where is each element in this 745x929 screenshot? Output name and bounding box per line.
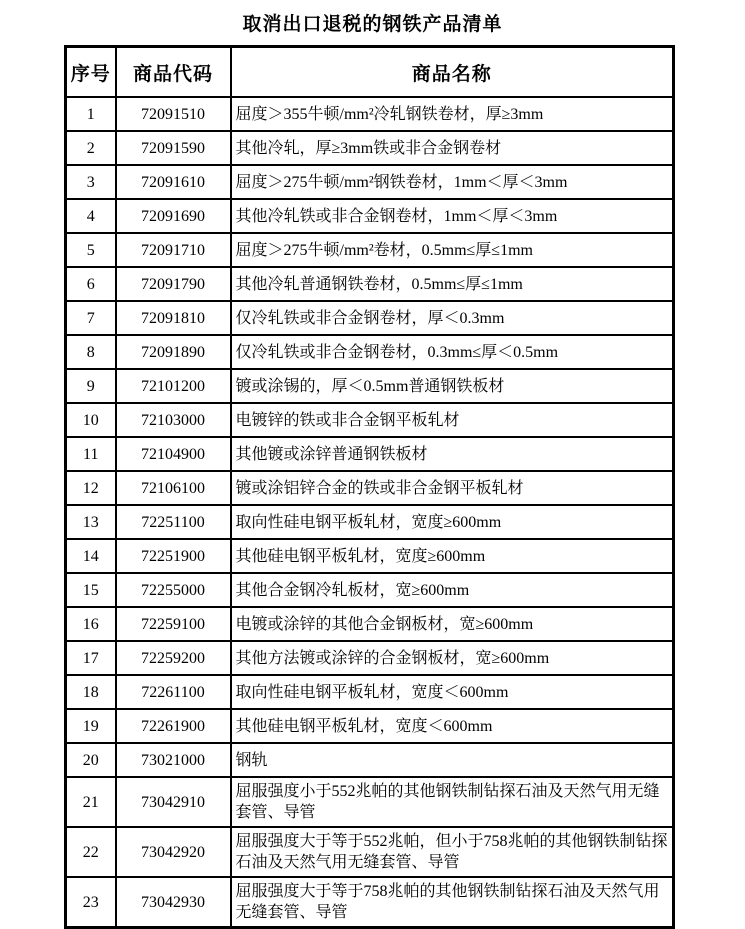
- cell-product-code: 73042930: [116, 877, 231, 928]
- cell-product-code: 72091810: [116, 301, 231, 335]
- cell-product-name: 屈服强度小于552兆帕的其他钢铁制钻探石油及天然气用无缝套管、导管: [231, 777, 674, 827]
- cell-product-name: 屈度＞355牛顿/mm²冷轧钢铁卷材，厚≥3mm: [231, 97, 674, 131]
- cell-serial-number: 22: [66, 827, 116, 877]
- table-row: [66, 369, 674, 403]
- cell-product-code: 73042910: [116, 777, 231, 827]
- cell-product-name: 电镀锌的铁或非合金钢平板轧材: [231, 403, 674, 437]
- cell-product-code: 72259200: [116, 641, 231, 675]
- cell-product-code: 72259100: [116, 607, 231, 641]
- table-row: [66, 471, 674, 505]
- cell-product-name: 取向性硅电钢平板轧材，宽度＜600mm: [231, 675, 674, 709]
- table-row: [66, 675, 674, 709]
- cell-serial-number: 5: [66, 233, 116, 267]
- cell-product-name: 屈服强度大于等于758兆帕的其他钢铁制钻探石油及天然气用无缝套管、导管: [231, 877, 674, 928]
- cell-product-name: 屈度＞275牛顿/mm²钢铁卷材，1mm＜厚＜3mm: [231, 165, 674, 199]
- cell-serial-number: 18: [66, 675, 116, 709]
- header-serial-number: 序号: [66, 47, 116, 98]
- cell-product-code: 72255000: [116, 573, 231, 607]
- cell-serial-number: 12: [66, 471, 116, 505]
- cell-product-name: 屈度＞275牛顿/mm²卷材，0.5mm≤厚≤1mm: [231, 233, 674, 267]
- cell-product-code: 72251900: [116, 539, 231, 573]
- table-row: [66, 131, 674, 165]
- cell-product-code: 72091890: [116, 335, 231, 369]
- table-row: [66, 641, 674, 675]
- cell-product-name: 其他方法镀或涂锌的合金钢板材，宽≥600mm: [231, 641, 674, 675]
- cell-product-name: 仅冷轧铁或非合金钢卷材，0.3mm≤厚＜0.5mm: [231, 335, 674, 369]
- cell-product-name: 屈服强度大于等于552兆帕，但小于758兆帕的其他钢铁制钻探石油及天然气用无缝套管、导管: [231, 827, 674, 877]
- table-row: [66, 505, 674, 539]
- table-row: [66, 335, 674, 369]
- cell-product-code: 72091610: [116, 165, 231, 199]
- cell-serial-number: 23: [66, 877, 116, 928]
- table-row: [66, 539, 674, 573]
- product-table: [64, 45, 675, 929]
- cell-product-name: 其他镀或涂锌普通钢铁板材: [231, 437, 674, 471]
- table-row: [66, 743, 674, 777]
- table-row: [66, 573, 674, 607]
- cell-product-name: 电镀或涂锌的其他合金钢板材，宽≥600mm: [231, 607, 674, 641]
- cell-serial-number: 13: [66, 505, 116, 539]
- table-row: [66, 97, 674, 131]
- cell-serial-number: 14: [66, 539, 116, 573]
- cell-product-code: 72091590: [116, 131, 231, 165]
- cell-serial-number: 11: [66, 437, 116, 471]
- table-row: [66, 199, 674, 233]
- cell-product-name: 仅冷轧铁或非合金钢卷材，厚＜0.3mm: [231, 301, 674, 335]
- cell-serial-number: 7: [66, 301, 116, 335]
- cell-serial-number: 6: [66, 267, 116, 301]
- cell-product-code: 72091790: [116, 267, 231, 301]
- cell-product-code: 72103000: [116, 403, 231, 437]
- cell-serial-number: 19: [66, 709, 116, 743]
- table-header-row: [66, 47, 674, 98]
- cell-product-name: 其他硅电钢平板轧材，宽度＜600mm: [231, 709, 674, 743]
- cell-product-name: 镀或涂铝锌合金的铁或非合金钢平板轧材: [231, 471, 674, 505]
- table-row: [66, 827, 674, 877]
- table-row: [66, 877, 674, 928]
- table-body: [66, 97, 674, 928]
- table-row: [66, 267, 674, 301]
- cell-product-name: 钢轨: [231, 743, 674, 777]
- cell-serial-number: 16: [66, 607, 116, 641]
- cell-product-code: 73042920: [116, 827, 231, 877]
- cell-product-name: 其他合金钢冷轧板材，宽≥600mm: [231, 573, 674, 607]
- cell-serial-number: 10: [66, 403, 116, 437]
- cell-serial-number: 15: [66, 573, 116, 607]
- cell-product-code: 72091510: [116, 97, 231, 131]
- cell-serial-number: 2: [66, 131, 116, 165]
- cell-serial-number: 3: [66, 165, 116, 199]
- cell-serial-number: 4: [66, 199, 116, 233]
- cell-serial-number: 20: [66, 743, 116, 777]
- cell-serial-number: 8: [66, 335, 116, 369]
- table-row: [66, 165, 674, 199]
- cell-product-code: 72091710: [116, 233, 231, 267]
- page-title: 取消出口退税的钢铁产品清单: [242, 13, 503, 35]
- cell-serial-number: 21: [66, 777, 116, 827]
- cell-product-name: 其他硅电钢平板轧材，宽度≥600mm: [231, 539, 674, 573]
- cell-product-name: 其他冷轧普通钢铁卷材，0.5mm≤厚≤1mm: [231, 267, 674, 301]
- cell-product-code: 72261900: [116, 709, 231, 743]
- cell-product-code: 72101200: [116, 369, 231, 403]
- cell-product-name: 镀或涂锡的，厚＜0.5mm普通钢铁板材: [231, 369, 674, 403]
- cell-product-code: 72106100: [116, 471, 231, 505]
- table-row: [66, 301, 674, 335]
- table-row: [66, 403, 674, 437]
- table-row: [66, 709, 674, 743]
- table-row: [66, 437, 674, 471]
- table-row: [66, 777, 674, 827]
- table-row: [66, 607, 674, 641]
- header-product-code: 商品代码: [116, 47, 231, 98]
- cell-product-name: 取向性硅电钢平板轧材，宽度≥600mm: [231, 505, 674, 539]
- cell-product-code: 72104900: [116, 437, 231, 471]
- cell-product-name: 其他冷轧铁或非合金钢卷材，1mm＜厚＜3mm: [231, 199, 674, 233]
- header-product-name: 商品名称: [231, 47, 674, 98]
- cell-product-code: 73021000: [116, 743, 231, 777]
- cell-product-code: 72091690: [116, 199, 231, 233]
- table-row: [66, 233, 674, 267]
- cell-serial-number: 1: [66, 97, 116, 131]
- cell-product-code: 72261100: [116, 675, 231, 709]
- cell-serial-number: 17: [66, 641, 116, 675]
- cell-product-code: 72251100: [116, 505, 231, 539]
- cell-serial-number: 9: [66, 369, 116, 403]
- cell-product-name: 其他冷轧，厚≥3mm铁或非合金钢卷材: [231, 131, 674, 165]
